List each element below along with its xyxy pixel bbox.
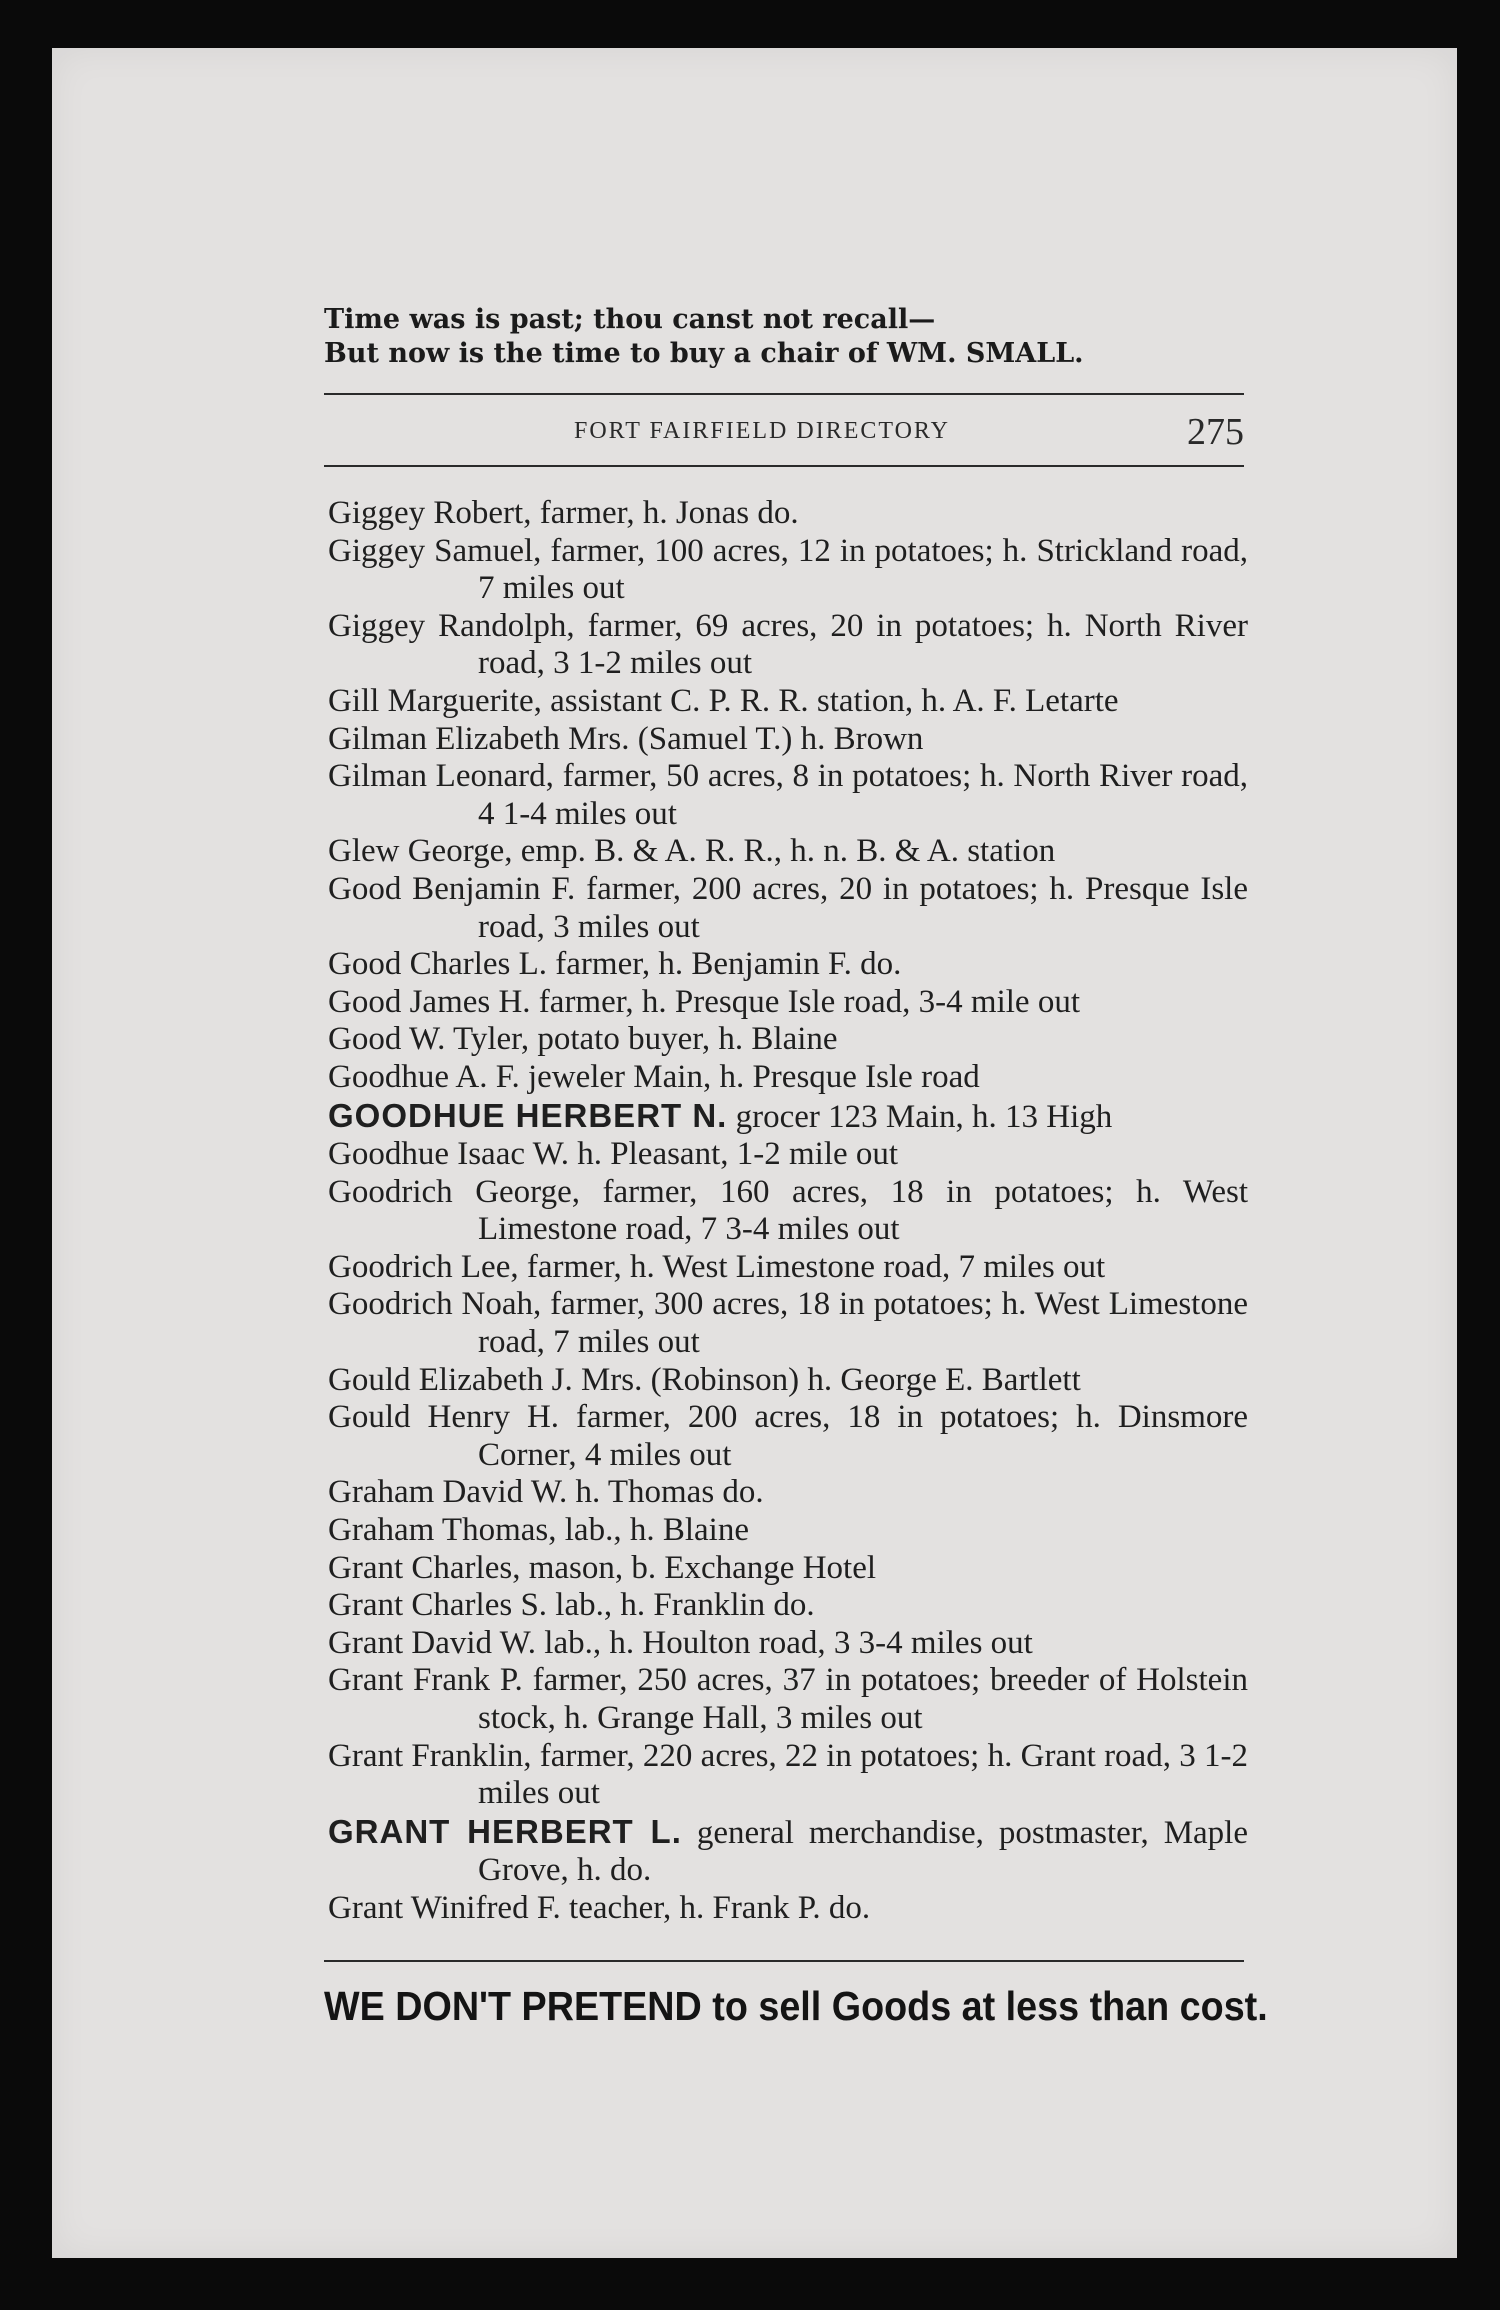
running-head bbox=[324, 410, 1244, 460]
entry-text: Graham Thomas, lab., h. Blaine bbox=[328, 1512, 749, 1549]
bottom-advertisement: WE DON'T PRETEND to sell Goods at less than cost. bbox=[324, 1983, 1268, 2029]
directory-entry bbox=[328, 1136, 1248, 1174]
entry-text: Good Benjamin F. farmer, 200 acres, 20 in potatoes; h. Presque Isle road, 3 miles out bbox=[328, 870, 1248, 945]
directory-entry bbox=[328, 1890, 1248, 1928]
entry-text: Goodrich Noah, farmer, 300 acres, 18 in potatoes; h. West Limestone road, 7 miles out bbox=[328, 1286, 1248, 1361]
directory-entry bbox=[328, 683, 1248, 721]
entry-bold-name: GRANT HERBERT L. bbox=[328, 1812, 682, 1850]
page-number: 275 bbox=[1187, 411, 1244, 453]
directory-entry bbox=[328, 1059, 1248, 1097]
directory-entry bbox=[328, 1474, 1248, 1512]
directory-entry bbox=[328, 495, 1248, 533]
directory-entry bbox=[328, 758, 1248, 833]
entry-text: general merchandise, postmaster, Maple Grove, h. do. bbox=[478, 1814, 1248, 1889]
directory-entry bbox=[328, 1662, 1248, 1737]
entry-text: Gilman Elizabeth Mrs. (Samuel T.) h. Brown bbox=[328, 720, 924, 757]
entry-text: Grant Winifred F. teacher, h. Frank P. do. bbox=[328, 1889, 871, 1926]
top-ad-line-1: Time was is past; thou canst not recall— bbox=[324, 304, 936, 335]
top-advertisement bbox=[324, 303, 1264, 371]
directory-entry bbox=[328, 946, 1248, 984]
directory-entry bbox=[328, 1399, 1248, 1474]
directory-entry bbox=[328, 1286, 1248, 1361]
directory-entry bbox=[328, 1625, 1248, 1663]
directory-entry bbox=[328, 1813, 1248, 1890]
entry-text: Goodrich Lee, farmer, h. West Limestone road, 7 miles out bbox=[328, 1248, 1106, 1285]
directory-entry bbox=[328, 533, 1248, 608]
entry-text: grocer 123 Main, h. 13 High bbox=[735, 1098, 1113, 1135]
directory-entry bbox=[328, 608, 1248, 683]
entry-text: Good W. Tyler, potato buyer, h. Blaine bbox=[328, 1021, 838, 1058]
entry-text: Giggey Robert, farmer, h. Jonas do. bbox=[328, 495, 799, 531]
header-rule-top bbox=[324, 393, 1244, 395]
header-rule-bottom bbox=[324, 465, 1244, 467]
directory-entry bbox=[328, 833, 1248, 871]
entry-text: Graham David W. h. Thomas do. bbox=[328, 1474, 764, 1511]
entry-text: Good Charles L. farmer, h. Benjamin F. do. bbox=[328, 946, 902, 983]
entry-text: Goodhue A. F. jeweler Main, h. Presque Isle road bbox=[328, 1058, 980, 1095]
entry-text: Grant Charles S. lab., h. Franklin do. bbox=[328, 1587, 815, 1624]
entry-text: Goodrich George, farmer, 160 acres, 18 in potatoes; h. West Limestone road, 7 3-4 miles out bbox=[328, 1173, 1248, 1248]
entry-text: Grant Charles, mason, b. Exchange Hotel bbox=[328, 1549, 877, 1586]
running-title: FORT FAIRFIELD DIRECTORY bbox=[574, 418, 950, 444]
directory-entry bbox=[328, 1738, 1248, 1813]
directory-entries bbox=[328, 495, 1248, 1928]
directory-page bbox=[52, 48, 1457, 2258]
directory-entry bbox=[328, 871, 1248, 946]
directory-entry bbox=[328, 1097, 1248, 1137]
directory-entry bbox=[328, 1249, 1248, 1287]
directory-entry bbox=[328, 1512, 1248, 1550]
footer-rule bbox=[324, 1960, 1244, 1962]
directory-entry bbox=[328, 1362, 1248, 1400]
entry-text: Gould Elizabeth J. Mrs. (Robinson) h. George E. Bartlett bbox=[328, 1361, 1081, 1398]
directory-entry bbox=[328, 984, 1248, 1022]
entry-text: Grant Frank P. farmer, 250 acres, 37 in potatoes; breeder of Holstein stock, h. Grange Hall, 3 miles out bbox=[328, 1662, 1248, 1736]
directory-entry bbox=[328, 1021, 1248, 1059]
entry-text: Goodhue Isaac W. h. Pleasant, 1-2 mile out bbox=[328, 1136, 899, 1173]
entry-text: Gould Henry H. farmer, 200 acres, 18 in potatoes; h. Dinsmore Corner, 4 miles out bbox=[328, 1399, 1248, 1473]
entry-text: Grant David W. lab., h. Houlton road, 3 3-4 miles out bbox=[328, 1624, 1033, 1661]
entry-text: Gill Marguerite, assistant C. P. R. R. station, h. A. F. Letarte bbox=[328, 682, 1119, 719]
directory-entry bbox=[328, 1174, 1248, 1249]
entry-text: Gilman Leonard, farmer, 50 acres, 8 in potatoes; h. North River road, 4 1-4 miles out bbox=[328, 758, 1248, 832]
entry-text: Glew George, emp. B. & A. R. R., h. n. B. & A. station bbox=[328, 833, 1056, 870]
entry-text: Grant Franklin, farmer, 220 acres, 22 in potatoes; h. Grant road, 3 1-2 miles out bbox=[328, 1737, 1248, 1812]
entry-text: Giggey Randolph, farmer, 69 acres, 20 in potatoes; h. North River road, 3 1-2 miles out bbox=[328, 607, 1248, 682]
directory-entry bbox=[328, 1550, 1248, 1588]
entry-text: Giggey Samuel, farmer, 100 acres, 12 in potatoes; h. Strickland road, 7 miles out bbox=[328, 532, 1248, 607]
directory-entry bbox=[328, 1587, 1248, 1625]
entry-bold-name: GOODHUE HERBERT N. bbox=[328, 1096, 728, 1134]
directory-entry bbox=[328, 721, 1248, 759]
top-ad-line-2: But now is the time to buy a chair of WM. SMALL. bbox=[324, 338, 1084, 369]
entry-text: Good James H. farmer, h. Presque Isle road, 3-4 mile out bbox=[328, 983, 1080, 1020]
